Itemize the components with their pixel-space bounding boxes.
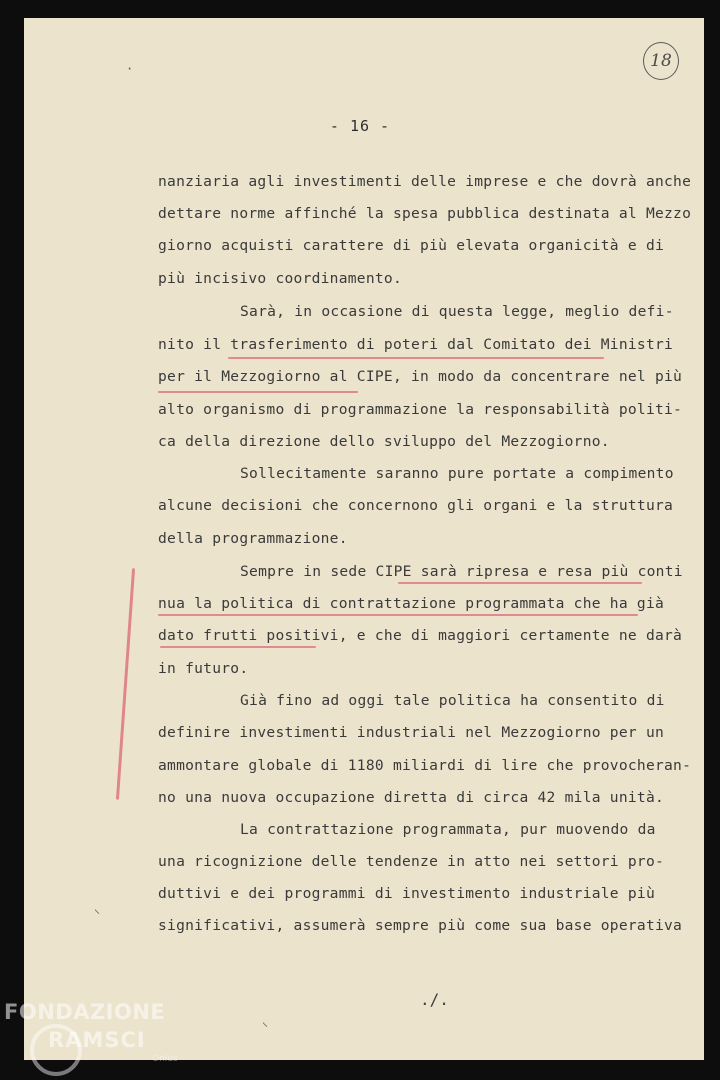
text-line: significativi, assumerà sempre più come sua base operativa (158, 917, 683, 934)
watermark-line3: Onlus (152, 1054, 178, 1064)
paper-speck: · (126, 62, 134, 76)
text-line: Sollecitamente saranno pure portate a compimento (240, 465, 674, 482)
watermark-line1: FONDAZIONE (4, 1000, 166, 1024)
text-line: giorno acquisti carattere di più elevata organicità e di (158, 237, 665, 254)
page-number: - 16 - (329, 117, 391, 135)
underline-annotation (228, 357, 604, 359)
underline-annotation (160, 646, 316, 648)
archive-watermark (4, 1000, 204, 1076)
underline-annotation (158, 391, 358, 393)
text-line: duttivi e dei programmi di investimento industriale più (158, 885, 655, 902)
text-line: ammontare globale di 1180 miliardi di lire che provocheran- (158, 757, 692, 774)
text-line: dato frutti positivi, e che di maggiori certamente ne darà (158, 627, 683, 644)
paper-speck: ⸌ (262, 1020, 269, 1034)
text-line: definire investimenti industriali nel Mezzogiorno per un (158, 724, 665, 741)
continuation-mark: ./. (420, 990, 449, 1009)
text-line: Sempre in sede CIPE sarà ripresa e resa più conti (240, 563, 683, 580)
text-line: nito il trasferimento di poteri dal Comitato dei Ministri (158, 336, 674, 353)
watermark-line2: RAMSCI (48, 1028, 146, 1052)
text-line: Già fino ad oggi tale politica ha consentito di (240, 692, 665, 709)
text-line: nua la politica di contrattazione programmata che ha già (158, 595, 665, 612)
underline-annotation (398, 582, 642, 584)
text-line: La contrattazione programmata, pur muovendo da (240, 821, 656, 838)
text-line: più incisivo coordinamento. (158, 270, 402, 287)
text-line: della programmazione. (158, 530, 348, 547)
text-line: alcune decisioni che concernono gli organi e la struttura (158, 497, 674, 514)
text-line: in futuro. (158, 660, 249, 677)
text-line: nanziaria agli investimenti delle imprese e che dovrà anche (158, 173, 692, 190)
text-line: dettare norme affinché la spesa pubblica destinata al Mezzo (158, 205, 692, 222)
text-line: ca della direzione dello sviluppo del Mezzogiorno. (158, 433, 610, 450)
text-line: una ricognizione delle tendenze in atto nei settori pro- (158, 853, 665, 870)
text-line: no una nuova occupazione diretta di circa 42 mila unità. (158, 789, 665, 806)
paper-speck: ⸌ (94, 907, 101, 921)
text-line: Sarà, in occasione di questa legge, meglio defi- (240, 303, 674, 320)
text-line: per il Mezzogiorno al CIPE, in modo da concentrare nel più (158, 368, 683, 385)
underline-annotation (158, 614, 638, 616)
text-line: alto organismo di programmazione la responsabilità politi- (158, 401, 683, 418)
stamp-number: 18 (650, 51, 672, 71)
